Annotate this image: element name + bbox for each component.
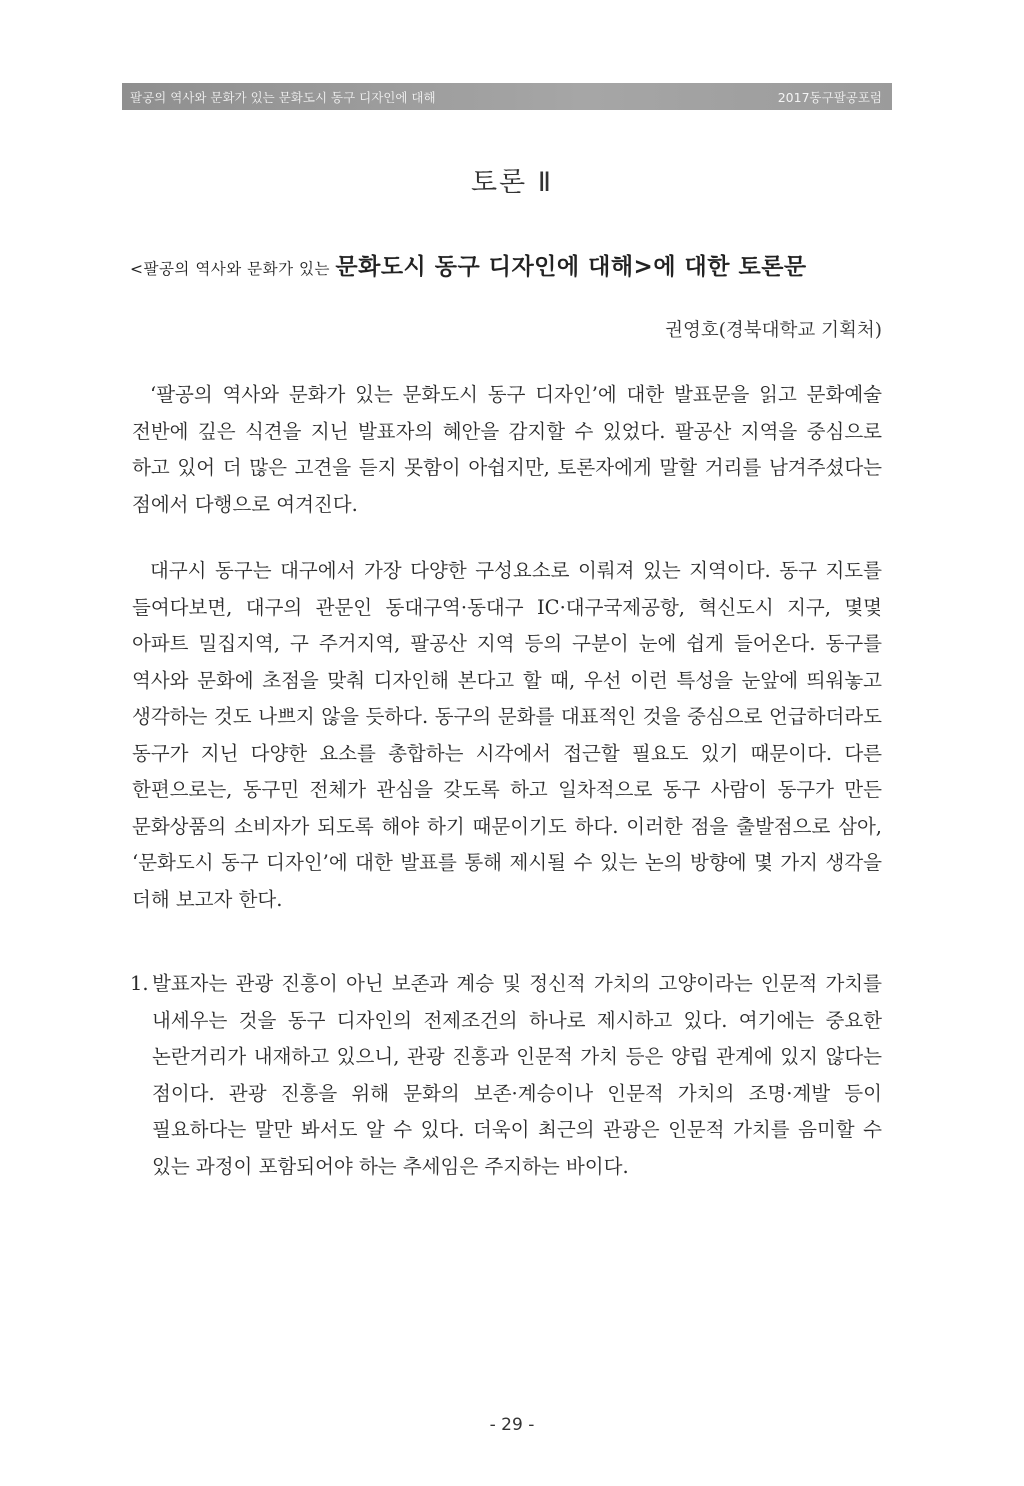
subtitle-small-part: <팔공의 역사와 문화가 있는: [130, 260, 336, 278]
running-header-title: 팔공의 역사와 문화가 있는 문화도시 동구 디자인에 대해: [130, 89, 436, 105]
page-number: - 29 -: [489, 1415, 535, 1435]
document-subtitle: [130, 250, 890, 286]
section-title: 토론 Ⅱ: [470, 167, 554, 198]
item-number: 1.: [130, 972, 149, 995]
paragraph-context: 대구시 동구는 대구에서 가장 다양한 구성요소로 이뤄져 있는 지역이다. 동구 지도를 들여다보면, 대구의 관문인 동대구역·동대구 IC·대구국제공항, 혁신도시 지구, 몇몇 아파트 밀집지역, 구 주거지역, 팔공산 지역 등의 구분이 눈에 쉽게 들어온다. 동구를 역사와 문화에 초점을 맞춰 디자인해 본다고 할 때, 우선 이런 특성을 눈앞에 띄워놓고 생각하는 것도 나쁘지 않을 듯하다. 동구의 문화를 대표적인 것을 중심으로 언급하더라도 동구가 지닌 다양한 요소를 총합하는 시각에서 접근할 필요도 있기 때문이다. 다른 한편으로는, 동구민 전체가 관심을 갖도록 하고 일차적으로 동구 사람이 동구가 만든 문화상품의 소비자가 되도록 해야 하기 때문이기도 하다. 이러한 점을 출발점으로 삼아, ‘문화도시 동구 디자인’에 대한 발표를 통해 제시될 수 있는 논의 방향에 몇 가지 생각을 더해 보고자 한다.: [132, 559, 882, 911]
paragraph-intro: ‘팔공의 역사와 문화가 있는 문화도시 동구 디자인’에 대한 발표문을 읽고 문화예술 전반에 깊은 식견을 지닌 발표자의 혜안을 감지할 수 있었다. 팔공산 지역을 중심으로 하고 있어 더 많은 고견을 듣지 못함이 아쉽지만, 토론자에게 말할 거리를 남겨주셨다는 점에서 다행으로 여겨진다.: [132, 383, 882, 516]
numbered-item: [130, 966, 882, 1185]
subtitle-big-part: 문화도시 동구 디자인에 대해>에 대한 토론문: [335, 254, 807, 280]
running-header-forum: 2017동구팔공포럼: [777, 89, 882, 105]
author-line: 권영호(경북대학교 기획처): [665, 320, 882, 341]
running-header: [122, 83, 892, 110]
item-text: 발표자는 관광 진흥이 아닌 보존과 계승 및 정신적 가치의 고양이라는 인문적 가치를 내세우는 것을 동구 디자인의 전제조건의 하나로 제시하고 있다. 여기에는 중요한 논란거리가 내재하고 있으니, 관광 진흥과 인문적 가치 등은 양립 관계에 있지 않다는 점이다. 관광 진흥을 위해 문화의 보존·계승이나 인문적 가치의 조명·계발 등이 필요하다는 말만 봐서도 알 수 있다. 더욱이 최근의 관광은 인문적 가치를 음미할 수 있는 과정이 포함되어야 하는 추세임은 주지하는 바이다.: [152, 972, 882, 1178]
